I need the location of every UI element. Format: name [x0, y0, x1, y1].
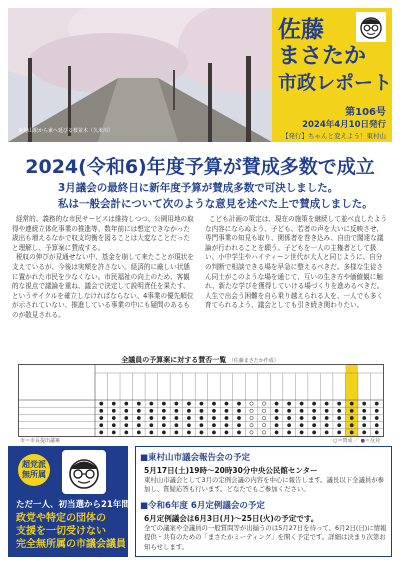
vote-mark	[150, 424, 153, 427]
profile-sidebar	[8, 446, 128, 557]
vote-mark	[137, 409, 140, 412]
vote-mark	[312, 424, 315, 427]
vote-mark	[350, 424, 353, 427]
vote-mark	[137, 424, 140, 427]
vote-mark	[287, 409, 290, 412]
vote-mark	[125, 416, 128, 419]
vote-mark	[162, 416, 165, 419]
vote-legend: ○＝賛成 ／ ●＝反対	[333, 438, 380, 444]
vote-mark	[237, 431, 240, 434]
vote-mark	[375, 409, 378, 412]
vote-mark	[150, 402, 153, 405]
vote-mark	[162, 431, 165, 434]
vote-mark	[250, 402, 253, 405]
vote-mark	[100, 431, 103, 434]
vote-mark	[300, 431, 303, 434]
vote-mark	[262, 402, 265, 405]
vote-mark	[262, 424, 265, 427]
vote-mark	[325, 416, 328, 419]
vote-mark	[275, 424, 278, 427]
vote-mark	[162, 402, 165, 405]
vote-mark	[375, 402, 378, 405]
body-paragraph: こども計画の策定は、現在の施策を継続して並べ直したような内容にならぬよう、子ども、若者の声を大いに反映させ、専門事業の知見も取り、関係者を巻き込み、自由で闊達な議論が行われることを願う。子どもを一人の主権者として扱い、小中学生やハイティーン世代が大人と同じように、自分の判断で相談できる場を早急に整えるべきだ。多様な生徒さん同士がこのような場を通じて、互いの生き方や価値観に触れ、新たな学びを獲得していける場づくりを進めるべきだ。人生で出会う困難を自ら乗り越えられる人を、一人でも多く育てられるよう、議会としても引き続き関わりたい。	[205, 215, 387, 310]
vote-mark	[275, 416, 278, 419]
vote-mark	[212, 402, 215, 405]
vote-mark	[137, 416, 140, 419]
vote-mark	[200, 402, 203, 405]
vote-mark	[363, 409, 366, 412]
vote-mark	[337, 409, 340, 412]
sidebar-message-line: 支援を一切受けない	[16, 526, 106, 537]
notice-report-meeting-date: 5月17日(土)19時〜20時30分中央公民館センター	[144, 466, 318, 475]
vote-mark	[287, 424, 290, 427]
vote-mark	[250, 431, 253, 434]
vote-mark	[325, 431, 328, 434]
vote-mark	[212, 416, 215, 419]
independent-badge: 超党派 無所属	[18, 454, 50, 486]
vote-title-note: （佐藤まさたか作成）	[228, 358, 279, 364]
vote-mark	[225, 431, 228, 434]
notice-heading-june-session: ■令和6年度 6月定例議会の予定	[140, 501, 265, 511]
vote-mark	[287, 416, 290, 419]
vote-mark	[100, 402, 103, 405]
issue-date: 2024年4月10日発行	[302, 120, 386, 130]
sidebar-message-line: 政党や特定の団体の	[16, 513, 106, 524]
vote-mark	[312, 416, 315, 419]
vote-mark	[187, 431, 190, 434]
vote-mark	[325, 409, 328, 412]
vote-mark	[112, 416, 115, 419]
vote-mark	[337, 424, 340, 427]
lead-text	[58, 180, 373, 212]
vote-mark	[125, 409, 128, 412]
vote-mark	[100, 424, 103, 427]
vote-mark	[262, 431, 265, 434]
masthead	[272, 8, 392, 142]
vote-mark	[363, 402, 366, 405]
vote-mark	[250, 424, 253, 427]
portrait-icon	[356, 12, 386, 42]
vote-mark	[187, 402, 190, 405]
vote-mark	[337, 402, 340, 405]
vote-mark	[350, 416, 353, 419]
vote-mark	[150, 416, 153, 419]
vote-mark	[375, 416, 378, 419]
vote-mark	[137, 402, 140, 405]
vote-mark	[150, 409, 153, 412]
vote-mark	[262, 409, 265, 412]
vote-mark	[212, 424, 215, 427]
vote-mark	[287, 431, 290, 434]
vote-mark	[187, 416, 190, 419]
vote-mark	[100, 416, 103, 419]
notice-june-session-text: 全ての議案や全議員の一般質問等が出揃うのは5月27日を待って、6月2日(日)に情報提供・共有のための「まさたかミーティング」を開く予定です。詳細は決まり次第お知らせします。	[144, 524, 387, 551]
vote-mark	[125, 402, 128, 405]
vote-mark	[325, 424, 328, 427]
author-name-kana: まさたか	[278, 44, 367, 69]
vote-mark	[300, 409, 303, 412]
vote-mark	[287, 402, 290, 405]
vote-mark	[237, 416, 240, 419]
issue-number: 第106号	[345, 107, 386, 118]
vote-mark	[337, 431, 340, 434]
vote-mark	[337, 416, 340, 419]
portrait-icon	[62, 450, 106, 494]
notice-box	[135, 446, 392, 557]
vote-mark	[175, 416, 178, 419]
vote-mark	[212, 409, 215, 412]
vote-mark	[225, 402, 228, 405]
vote-mark	[187, 409, 190, 412]
vote-mark	[125, 424, 128, 427]
vote-mark	[137, 431, 140, 434]
vote-title-text: 全議員の予算案に対する賛否一覧	[121, 356, 227, 364]
notice-report-meeting-text: 東村山市議会として3月の定例会議の内容を中心に報告します。議長以下全議員が参加し、質疑応答も行います。どなたでもご参加ください。	[144, 476, 385, 494]
body-paragraph: 経常的、義務的な市民サービスは維持しつつ、公園用地の取得や連続立体化事業の推進等、数年前には想定できなかった歳出も増えるなかで収支均衡を図ることは大変なことだったと理解し、予算案に賛成する。	[12, 215, 194, 252]
vote-mark	[300, 424, 303, 427]
vote-mark	[237, 409, 240, 412]
vote-mark	[312, 431, 315, 434]
vote-mark	[275, 402, 278, 405]
vote-mark	[112, 424, 115, 427]
main-headline: 2024(令和6)年度予算が賛成多数で成立	[25, 156, 375, 178]
vote-mark	[375, 424, 378, 427]
vote-mark	[237, 402, 240, 405]
vote-mark	[300, 416, 303, 419]
cherry-blossom-photo	[8, 8, 272, 142]
vote-mark	[175, 402, 178, 405]
vote-mark	[112, 409, 115, 412]
report-title: 市政レポート	[278, 72, 393, 94]
vote-mark	[300, 402, 303, 405]
vote-mark	[125, 431, 128, 434]
vote-mark	[275, 409, 278, 412]
vote-mark	[187, 424, 190, 427]
lead-line-1: 3月議会の最終日に新年度予算が賛成多数で可決しました。	[58, 182, 339, 194]
vote-mark	[175, 424, 178, 427]
vote-mark	[225, 424, 228, 427]
photo-caption: 東村山駅から東へ延びる桜並木（久米川）	[18, 128, 114, 134]
notice-june-session-date: 6月定例議会は6月3日(月)〜25日(火)の予定です。	[144, 514, 319, 523]
vote-mark	[150, 431, 153, 434]
vote-mark	[112, 402, 115, 405]
vote-mark	[250, 409, 253, 412]
vote-mark	[363, 416, 366, 419]
vote-mark	[225, 416, 228, 419]
vote-mark	[363, 431, 366, 434]
vote-mark	[237, 424, 240, 427]
vote-mark	[250, 416, 253, 419]
vote-mark	[200, 424, 203, 427]
vote-mark	[363, 424, 366, 427]
vote-mark	[200, 416, 203, 419]
cherry-blossom-illustration	[8, 8, 272, 142]
publisher-slogan: 【発行】ちゃんと変えよう！東村山	[282, 132, 386, 140]
vote-mark	[200, 431, 203, 434]
vote-mark	[175, 431, 178, 434]
vote-mark	[162, 409, 165, 412]
lead-line-2: 私は一般会計について次のような意見を述べた上で賛成しました。	[58, 198, 373, 210]
vote-mark	[350, 431, 353, 434]
vote-mark	[312, 402, 315, 405]
vote-mark	[225, 409, 228, 412]
vote-mark	[350, 409, 353, 412]
vote-mark	[275, 431, 278, 434]
vote-mark	[375, 431, 378, 434]
vote-mark	[325, 402, 328, 405]
vote-mark	[162, 424, 165, 427]
vote-table	[18, 364, 384, 437]
sidebar-message-line: 完全無所属の市議会議員	[16, 539, 126, 550]
vote-mark	[100, 409, 103, 412]
body-column-left	[12, 215, 195, 321]
vote-mark	[200, 409, 203, 412]
sidebar-subtitle: ただ一人、初当選から21年間	[16, 500, 130, 510]
body-paragraph: 税収の伸びが見通せない中、基金を崩して来たことが現状を支えているが、今後は実額を許さない。経済的に厳しい状態に置かれた市民を少なくない。市民福祉の向上のため、客観的な視点で議論を重ね、議会で決定して説明責任を果たす、というサイクルを確立しなければならない。4事業の優先順位が示されていない、推進している事業の中にも疑問のあるものが散見される。	[12, 253, 194, 319]
vote-mark	[350, 402, 353, 405]
vote-mark	[175, 409, 178, 412]
sidebar-message	[16, 512, 126, 551]
vote-footnote: 市＝市長提出議案	[20, 438, 61, 444]
vote-table-grid	[19, 365, 383, 436]
notice-heading-report-meeting: ■東村山市議会報告会の予定	[140, 453, 251, 463]
vote-mark	[212, 431, 215, 434]
author-name: 佐藤	[278, 17, 324, 43]
vote-mark	[112, 431, 115, 434]
vote-mark	[312, 409, 315, 412]
body-column-right	[205, 215, 388, 311]
vote-mark	[262, 416, 265, 419]
